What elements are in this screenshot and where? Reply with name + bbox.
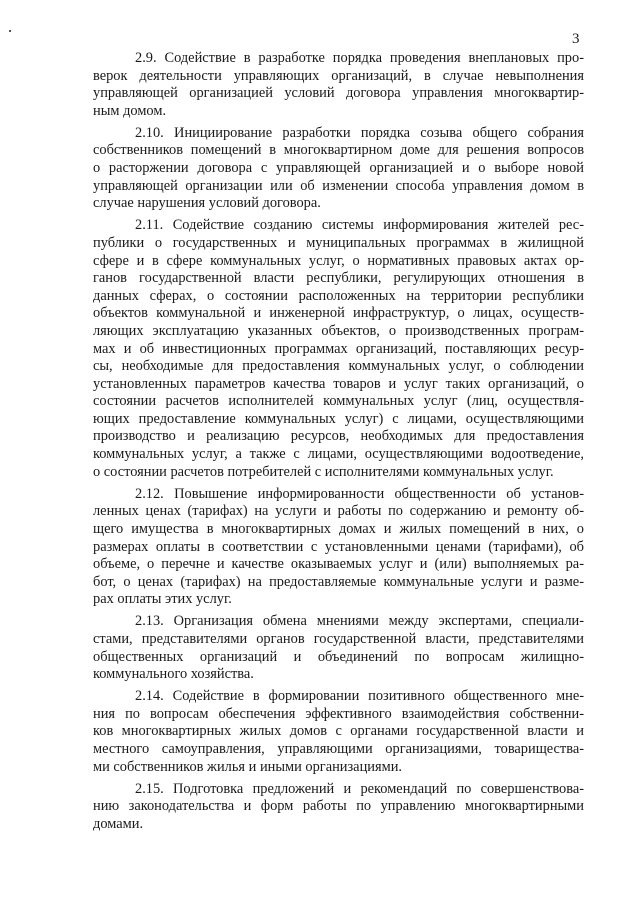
paragraph-2-10 <box>93 125 584 213</box>
paragraph-2-15 <box>93 781 584 834</box>
text-line: местного самоуправления, управляющими организациями, товарищества- <box>93 741 584 758</box>
paragraph-2-12 <box>93 486 584 609</box>
text-line: размерах оплаты в соответствии с установленными ценами (тарифами), об <box>93 538 584 555</box>
text-line: стами, представителями органов государственной власти, представителями <box>93 631 584 647</box>
text-line: случае нарушения условий договора. <box>93 195 321 212</box>
paragraph-2-9 <box>93 50 584 120</box>
text-line: 2.12. Повышение информированности общественности об установ- <box>135 485 584 502</box>
page-number: 3 <box>572 31 580 47</box>
text-line: сы, необходимые для предоставления коммунальных услуг, о соблюдении <box>93 358 584 375</box>
text-line: управляющей организацией условий договора управления многоквартир- <box>93 85 584 102</box>
text-line: публики о государственных и муниципальных программах в жилищной <box>93 234 584 251</box>
scan-speck <box>9 30 11 32</box>
text-line: щего имущества в многоквартирных домах и жилых помещений в них, о <box>93 520 584 537</box>
text-line: собственников помещений в многоквартирном доме для решения вопросов <box>93 142 584 159</box>
text-line: коммунального хозяйства. <box>93 666 254 683</box>
text-line: сфере и в сфере коммунальных услуг, о нормативных правовых актах ор- <box>93 252 584 269</box>
text-line: общественных организаций и объединений по вопросам жилищно- <box>93 648 584 665</box>
text-line: 2.15. Подготовка предложений и рекомендаций по совершенствова- <box>135 780 584 797</box>
text-line: объектов коммунальной и инженерной инфраструктур, о лицах, осуществ- <box>93 305 584 322</box>
text-line: 2.9. Содействие в разработке порядка проведения внеплановых про- <box>135 50 584 66</box>
text-line: мах и об инвестиционных программах организаций, поставляющих ресур- <box>93 340 584 357</box>
text-line: данных сферах, о состоянии расположенных на территории республики <box>93 287 584 304</box>
text-line: 2.10. Инициирование разработки порядка созыва общего собрания <box>135 124 584 141</box>
text-line: верок деятельности управляющих организаций, в случае невыполнения <box>93 67 584 84</box>
text-line: ленных ценах (тарифах) на услуги и работы по содержанию и ремонту об- <box>93 503 584 520</box>
text-line: 2.14. Содействие в формировании позитивного общественного мне- <box>135 688 584 705</box>
text-line: ния по вопросам обеспечения эффективного взаимодействия собственни- <box>93 705 584 722</box>
text-line: о состоянии расчетов потребителей с исполнителями коммунальных услуг. <box>93 463 554 480</box>
text-line: нию законодательства и форм работы по управлению многоквартирными <box>93 798 584 815</box>
text-line: состоянии расчетов исполнителей коммунальных услуг (лиц, осуществля- <box>93 393 584 410</box>
text-line: управляющей организации или об изменении способа управления домом в <box>93 177 584 194</box>
paragraph-2-13 <box>93 613 584 683</box>
text-line: ганов государственной власти республики, регулирующих отношения в <box>93 270 584 287</box>
text-line: коммунальных услуг, а также с лицами, осуществляющими водоотведение, <box>93 446 584 463</box>
text-line: бот, о ценах (тарифах) на предоставляемые коммунальные услуги и разме- <box>93 573 584 590</box>
paragraph-2-11 <box>93 217 584 481</box>
text-line: установленных параметров качества товаров и услуг таких организаций, о <box>93 375 584 392</box>
paragraph-2-14 <box>93 688 584 776</box>
text-line: ным домом. <box>93 102 167 119</box>
text-line: ми собственников жилья и иными организациями. <box>93 758 402 775</box>
text-line: о расторжении договора с управляющей организацией и о выборе новой <box>93 160 584 177</box>
text-line: ков многоквартирных жилых домов с органами государственной власти и <box>93 723 584 740</box>
text-line: домами. <box>93 815 144 832</box>
text-line: 2.13. Организация обмена мнениями между экспертами, специали- <box>135 613 584 630</box>
text-line: 2.11. Содействие созданию системы информирования жителей рес- <box>135 217 584 234</box>
document-body <box>93 50 584 838</box>
text-line: объеме, о перечне и качестве оказываемых услуг и (или) выполняемых ра- <box>93 556 584 573</box>
text-line: производство и реализацию ресурсов, необходимых для предоставления <box>93 428 584 445</box>
text-line: рах оплаты этих услуг. <box>93 591 232 608</box>
text-line: ляющих эксплуатацию указанных объектов, о производственных програм- <box>93 322 584 339</box>
text-line: ющих предоставление коммунальных услуг) с лицами, осуществляющими <box>93 410 584 427</box>
